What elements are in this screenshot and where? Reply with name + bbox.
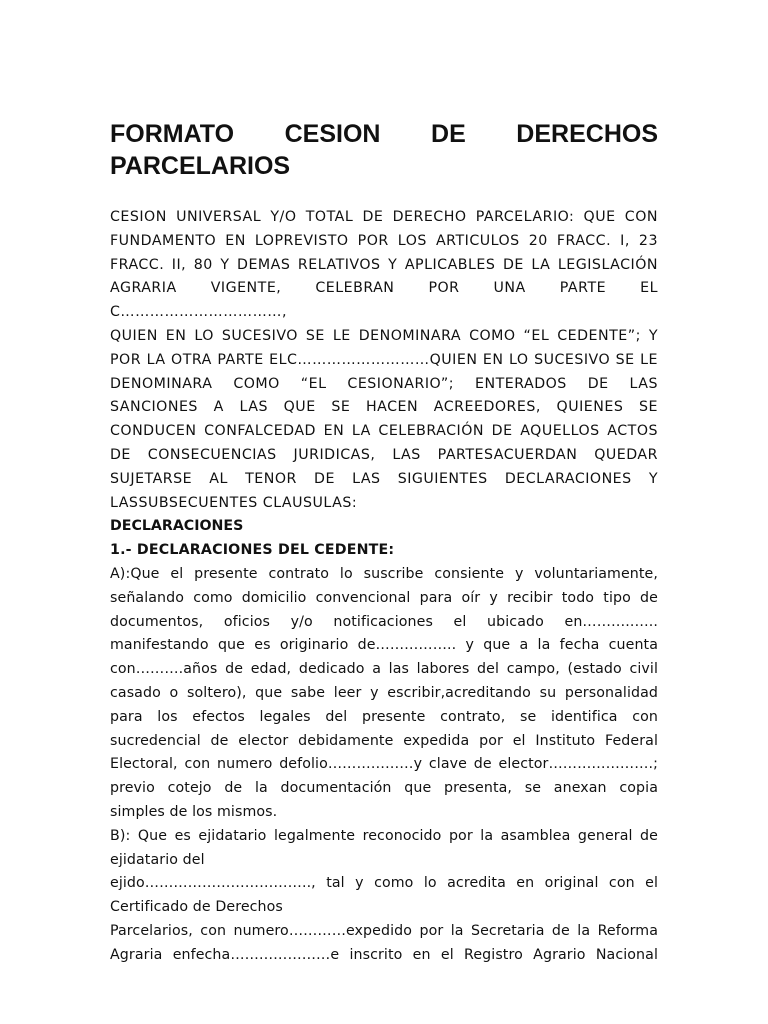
intro-line: SUJETARSE AL TENOR DE LAS SIGUIENTES DECLARACIONES Y [110,470,658,487]
clause-a-line: para los efectos legales del presente contrato, se identifica con [110,708,658,725]
clause-b-line: ejido…………………………….., tal y como lo acredita en original con el [110,875,658,892]
clause-a-line: A):Que el presente contrato lo suscribe consiente y voluntariamente, [110,565,658,582]
clause-a-line: manifestando que es originario de…………….. y que a la fecha cuenta [110,637,658,654]
clause-a-line: señalando como domicilio convencional para oír y recibir todo tipo de [110,589,658,606]
intro-line: DE CONSECUENCIAS JURIDICAS, LAS PARTESACUERDAN QUEDAR [110,446,658,463]
clause-a-line: Electoral, con numero defolio………………y clave de elector………………….; [110,756,658,773]
clause-b-line: ejidatario del [110,851,205,868]
title-line-1: FORMATO CESION DE DERECHOS [110,120,658,148]
clause-b-line: Certificado de Derechos [110,899,283,916]
clause-a-line: documentos, oficios y/o notificaciones el ubicado en………..….. [110,613,658,630]
intro-line: LASSUBSECUENTES CLAUSULAS: [110,494,358,511]
intro-line: SANCIONES A LAS QUE SE HACEN ACREEDORES, QUIENES SE [110,399,658,416]
declaraciones-heading: DECLARACIONES [110,518,244,535]
intro-line: FRACC. II, 80 Y DEMAS RELATIVOS Y APLICABLES DE LA LEGISLACIÓN [110,256,658,273]
clause-a-line: con……….años de edad, dedicado a las labores del campo, (estado civil [110,661,658,678]
clause-a-line: previo cotejo de la documentación que presenta, se anexan copia [110,780,658,797]
clause-a-line: casado o soltero), que sabe leer y escribir,acreditando su personalidad [110,684,658,701]
cedente-heading: 1.- DECLARACIONES DEL CEDENTE: [110,542,395,559]
intro-line: DENOMINARA COMO “EL CESIONARIO”; ENTERADOS DE LAS [110,375,658,392]
clause-a-line: simples de los mismos. [110,803,278,820]
intro-line: FUNDAMENTO EN LOPREVISTO POR LOS ARTICULOS 20 FRACC. I, 23 [110,232,658,249]
intro-line: AGRARIA VIGENTE, CELEBRAN POR UNA PARTE EL C……………………………, [110,280,658,321]
clause-b-paragraph [110,825,658,968]
intro-line: QUIEN EN LO SUCESIVO SE LE DENOMINARA COMO “EL CEDENTE”; Y [110,327,658,344]
intro-line: POR LA OTRA PARTE ELC………………………QUIEN EN LO SUCESIVO SE LE [110,351,658,368]
clause-b-line: Agraria enfecha…………………e inscrito en el Registro Agrario Nacional [110,946,658,963]
intro-line: CONDUCEN CONFALCEDAD EN LA CELEBRACIÓN DE AQUELLOS ACTOS [110,423,658,440]
clause-a-paragraph [110,563,658,825]
intro-line: CESION UNIVERSAL Y/O TOTAL DE DERECHO PARCELARIO: QUE CON [110,209,658,225]
document-page [110,118,658,968]
clause-a-line: sucredencial de elector debidamente expedida por el Instituto Federal [110,732,658,749]
clause-b-line: Parcelarios, con numero…………expedido por la Secretaria de la Reforma [110,922,658,939]
clause-b-line: B): Que es ejidatario legalmente reconocido por la asamblea general de [110,827,658,844]
intro-paragraph [110,206,658,515]
document-title [110,118,658,182]
title-line-2: PARCELARIOS [110,152,291,180]
